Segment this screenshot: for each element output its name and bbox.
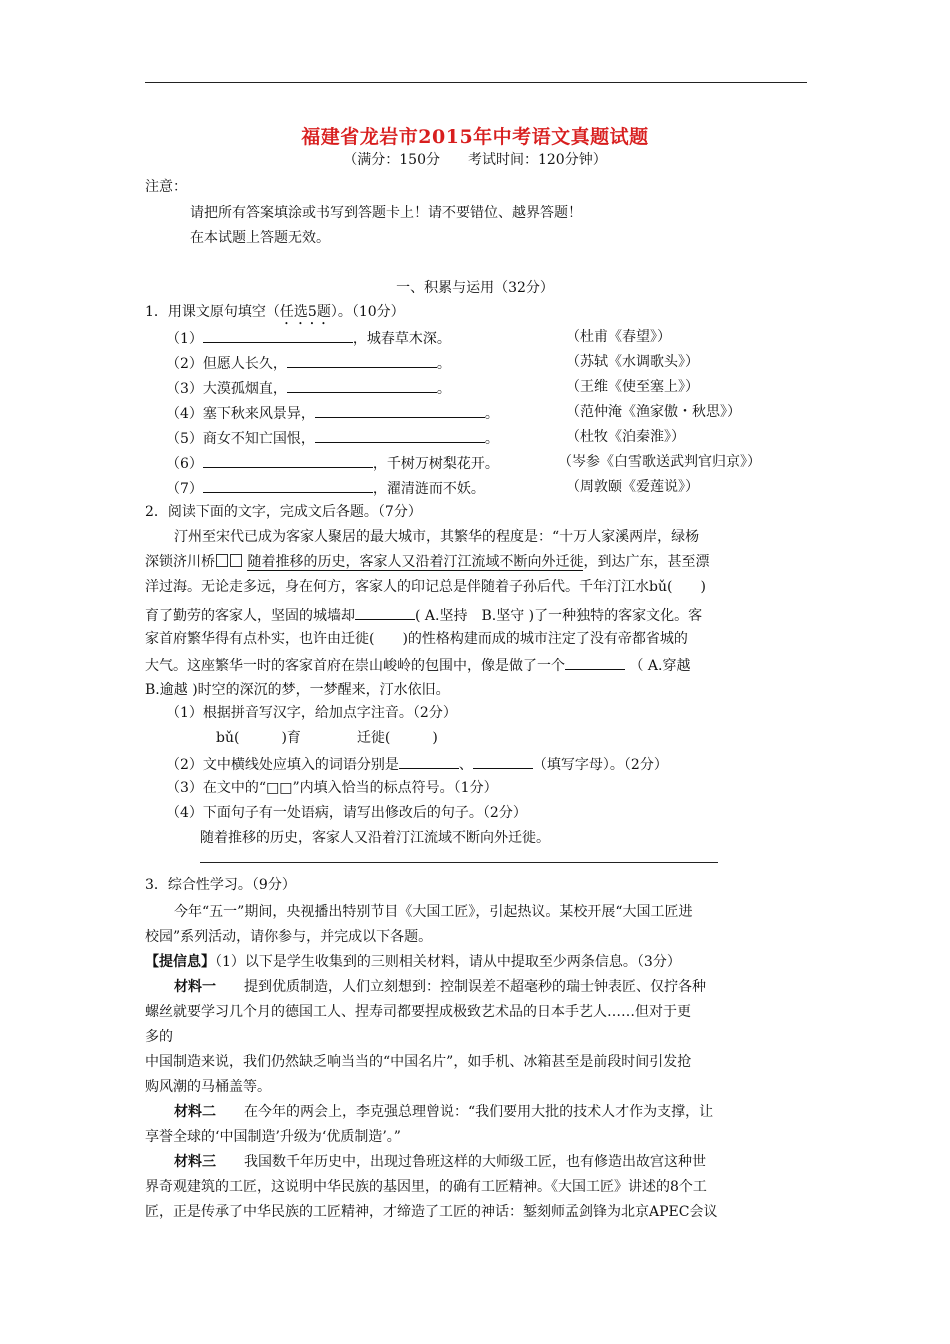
q2-sub-2 [166, 753, 668, 775]
exam-subtitle: （满分：150分 考试时间：120分钟） [343, 152, 607, 168]
answer-blank[interactable] [203, 327, 353, 343]
tip-label: 【提信息】 [145, 954, 215, 970]
q1-item-4 [166, 402, 499, 424]
header-rule [145, 82, 807, 83]
material-2-line-2: 享誉全球的‘中国制造’升级为‘优质制造’。” [145, 1129, 401, 1145]
q1-item-1 [166, 327, 451, 349]
item-text: ，濯清涟而不妖。 [372, 481, 485, 497]
q2-para-line-7: B.逾越 )时空的深沉的梦，一梦醒来，汀水依旧。 [145, 682, 450, 698]
q1-stem-b: ）。（10分） [330, 304, 405, 320]
q2-para-line-3: 洋过海。无论走多远，身在何方，客家人的印记总是伴随着子孙后代。千年汀江水bǔ( ) [145, 579, 706, 595]
material-3-line-2: 界奇观建筑的工匠，这说明中华民族的基因里，的确有工匠精神。《大国工匠》讲述的8个工 [145, 1179, 707, 1195]
answer-line[interactable] [200, 862, 718, 863]
item-text: ，城春草木深。 [352, 331, 451, 347]
item-text: 。 [484, 406, 499, 422]
material-1-line-3: 多的 [145, 1029, 173, 1045]
material-3-line-1 [174, 1152, 706, 1172]
q3-intro-1: 今年“五一”期间，央视播出特别节目《大国工匠》，引起热议。某校开展“大国工匠进 [174, 904, 693, 920]
answer-blank[interactable] [203, 477, 373, 493]
para-text: （ A.穿越 [629, 658, 691, 674]
item-num: （6） [166, 456, 203, 472]
punct-box[interactable] [230, 554, 242, 567]
item-text: 。 [484, 431, 499, 447]
material-text: 提到优质制造，人们立刻想到：控制误差不超毫秒的瑞士钟表匠、仅拧各种 [244, 979, 706, 995]
item-text: ，千树万树梨花开。 [372, 456, 499, 472]
material-3-line-3: 匠，正是传承了中华民族的工匠精神，才缔造了工匠的神话：錾刻师孟剑锋为北京APEC会议 [145, 1204, 718, 1220]
item-num: （4） [166, 406, 203, 422]
q1-item-3 [166, 377, 451, 399]
item-text: 。 [436, 356, 451, 372]
material-1-line-5: 购风潮的马桶盖等。 [145, 1079, 271, 1095]
q1-item-6-source: （岑参《白雪歌送武判官归京》） [558, 454, 761, 470]
q2-sub-3: （3）在文中的“□□”内填入恰当的标点符号。（1分） [166, 780, 498, 796]
sub-text: （填写字母）。（2分） [532, 757, 668, 773]
q2-sub-4-sentence: 随着推移的历史，客家人又沿着汀江流域不断向外迁徙。 [200, 830, 550, 846]
material-text: 在今年的两会上，李克强总理曾说：“我们要用大批的技术人才作为支撑，让 [244, 1104, 714, 1120]
q2-sub-4: （4）下面句子有一处语病，请写出修改后的句子。（2分） [166, 805, 527, 821]
answer-blank[interactable] [315, 427, 485, 443]
item-text: 塞下秋来风景异， [202, 406, 315, 422]
q2-sub-1-answers: bǔ( )育 迁徙( ) [216, 730, 438, 746]
material-1-line-1 [174, 977, 706, 997]
q2-para-line-1: 汀州至宋代已成为客家人聚居的最大城市，其繁华的程度是：“十万人家溪两岸，绿杨 [174, 529, 700, 545]
q1-item-2-source: （苏轼《水调歌头》） [566, 354, 699, 370]
para-text: 大气。这座繁华一时的客家首府在崇山峻岭的包围中，像是做了一个 [145, 658, 565, 674]
q2-sub-1: （1）根据拼音写汉字，给加点字注音。（2分） [166, 705, 457, 721]
q1-stem-a: 1．用课文原句填空（ [145, 304, 280, 320]
q3-intro-2: 校园”系列活动，请你参与，并完成以下各题。 [145, 929, 433, 945]
q1-item-7-source: （周敦颐《爱莲说》） [566, 479, 699, 495]
tip-text: （1）以下是学生收集到的三则相关材料，请从中提取至少两条信息。（3分） [215, 954, 681, 970]
q1-item-1-source: （杜甫《春望》） [566, 329, 671, 345]
para-text: 深锁济川桥 [145, 554, 215, 570]
q1-stem [145, 302, 405, 328]
item-num: （3） [166, 381, 203, 397]
q2-stem: 2．阅读下面的文字，完成文后各题。（7分） [145, 504, 422, 520]
q1-item-5-source: （杜牧《泊秦淮》） [566, 429, 685, 445]
material-1-line-2: 螺丝就要学习几个月的德国工人、捏寿司都要捏成极致艺术品的日本手艺人……但对于更 [145, 1004, 691, 1020]
q3-stem: 3．综合性学习。（9分） [145, 877, 296, 893]
answer-blank[interactable] [287, 377, 437, 393]
answer-blank[interactable] [399, 753, 459, 769]
q2-para-line-6 [145, 654, 690, 676]
material-2-line-1 [174, 1102, 713, 1122]
material-label: 材料三 [174, 1154, 216, 1170]
sub-text: 、 [458, 757, 473, 773]
material-1-line-4: 中国制造来说，我们仍然缺乏响当当的“中国名片”，如手机、冰箱甚至是前段时间引发抢 [145, 1054, 692, 1070]
answer-blank[interactable] [203, 452, 373, 468]
item-text: 。 [436, 381, 451, 397]
notice-line-2: 在本试题上答题无效。 [190, 230, 330, 246]
answer-blank[interactable] [355, 604, 415, 620]
exam-title: 福建省龙岩市2015年中考语文真题试题 [301, 126, 649, 148]
q1-item-3-source: （王维《使至塞上》） [566, 379, 699, 395]
notice-label: 注意： [145, 179, 187, 195]
item-num: （2） [166, 356, 203, 372]
item-text: 商女不知亡国恨， [202, 431, 315, 447]
item-num: （5） [166, 431, 203, 447]
sub-text: （2）文中横线处应填入的词语分别是 [166, 757, 399, 773]
para-text: 育了勤劳的客家人，坚固的城墙却 [145, 608, 355, 624]
answer-blank[interactable] [315, 402, 485, 418]
section-1-heading: 一、积累与运用（32分） [396, 280, 554, 296]
notice-line-1: 请把所有答案填涂或书写到答题卡上！请不要错位、越界答题！ [190, 205, 582, 221]
q1-item-5 [166, 427, 499, 449]
material-label: 材料一 [174, 979, 216, 995]
q2-para-line-2 [145, 552, 709, 572]
material-label: 材料二 [174, 1104, 216, 1120]
q2-para-line-4 [145, 604, 702, 626]
answer-blank[interactable] [473, 753, 533, 769]
answer-blank[interactable] [287, 352, 437, 368]
punct-box[interactable] [216, 554, 228, 567]
item-text: 但愿人长久， [202, 356, 287, 372]
para-text: ，到达广东，甚至漂 [583, 554, 710, 570]
q1-stem-dotted: 任选5题 [279, 304, 331, 320]
q1-item-6 [166, 452, 499, 474]
q1-item-4-source: （范仲淹《渔家傲・秋思》） [566, 404, 741, 420]
item-text: 大漠孤烟直， [202, 381, 287, 397]
item-num: （1） [166, 331, 203, 347]
underlined-sentence: 随着推移的历史，客家人又沿着汀江流域不断向外迁徙 [247, 554, 584, 570]
material-text: 我国数千年历史中，出现过鲁班这样的大师级工匠，也有修造出故宫这种世 [244, 1154, 706, 1170]
answer-blank[interactable] [565, 654, 625, 670]
q3-tip [145, 952, 681, 972]
q1-item-7 [166, 477, 485, 499]
q1-item-2 [166, 352, 451, 374]
para-text: ( A.坚持 B.坚守 )了一种独特的客家文化。客 [415, 608, 703, 624]
item-num: （7） [166, 481, 203, 497]
q2-para-line-5: 家首府繁华得有点朴实，也许由迁徙( )的性格构建而成的城市注定了没有帝都省城的 [145, 631, 688, 647]
